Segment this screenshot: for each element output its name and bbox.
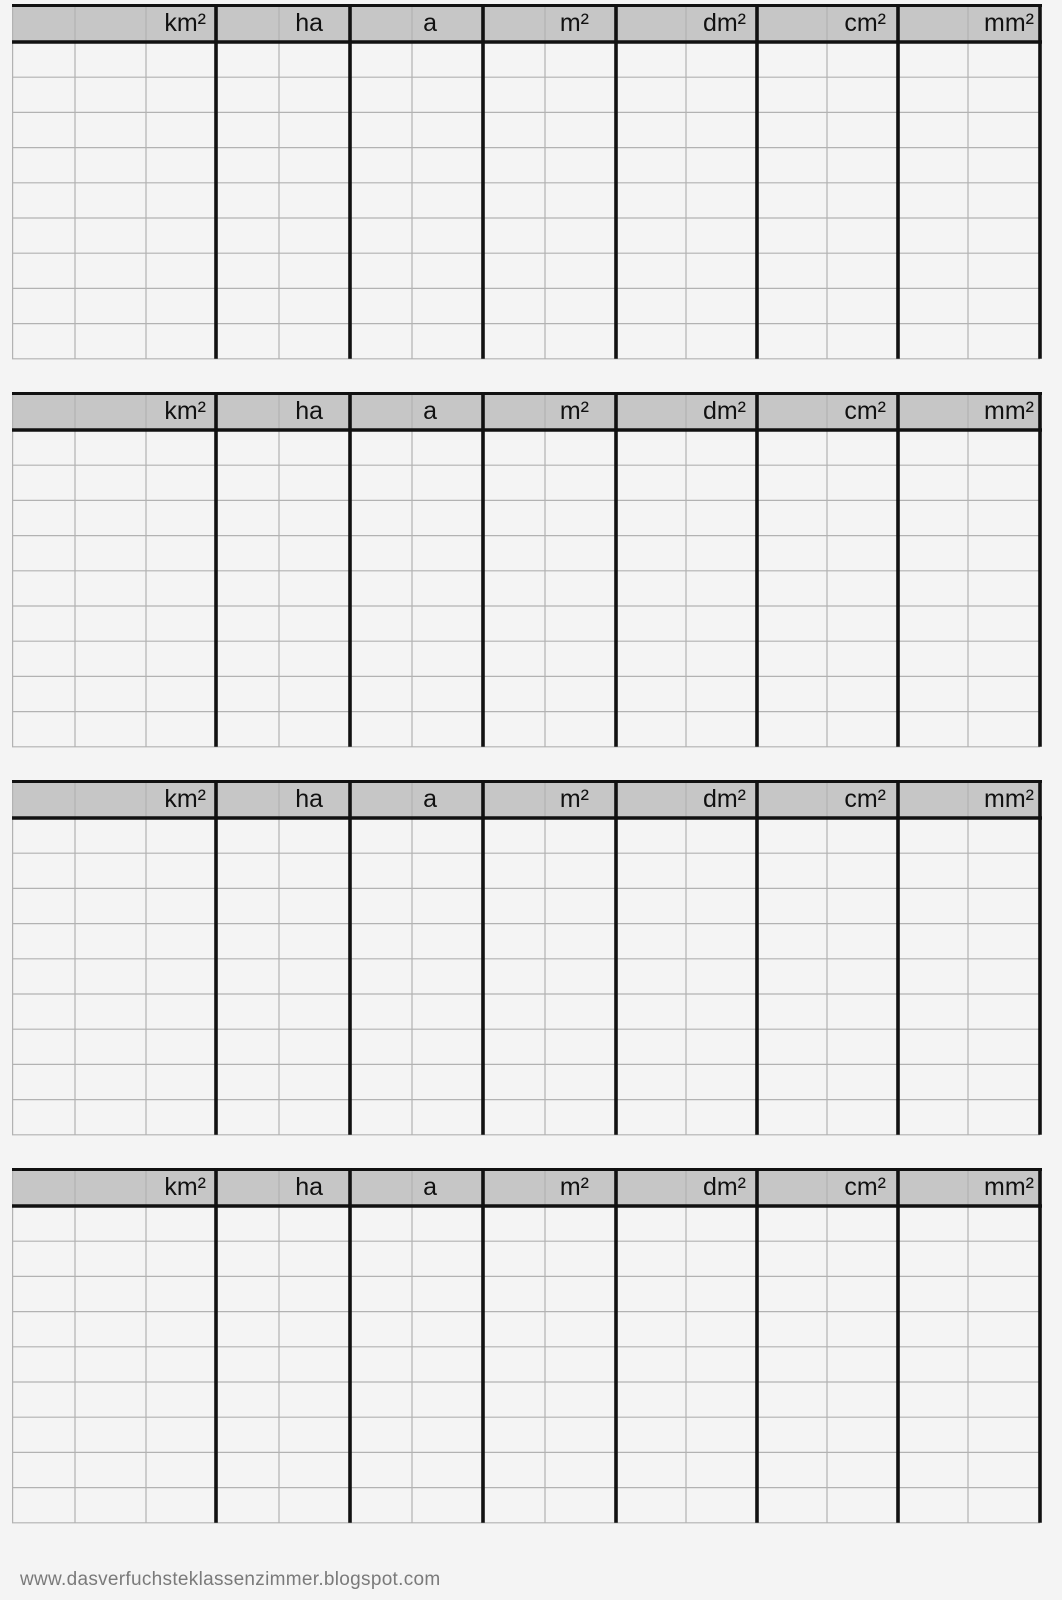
unit-table-svg xyxy=(12,392,1044,751)
unit-label: ha xyxy=(295,1172,324,1201)
unit-label: a xyxy=(423,1172,438,1201)
unit-label: km² xyxy=(164,784,207,813)
unit-label: dm² xyxy=(702,1172,746,1201)
unit-label: mm² xyxy=(984,1172,1034,1201)
unit-label: mm² xyxy=(984,784,1034,813)
unit-table-1 xyxy=(12,4,1062,363)
unit-label: a xyxy=(423,8,438,37)
footer-url: www.dasverfuchsteklassenzimmer.blogspot.com xyxy=(20,1569,441,1590)
unit-label: km² xyxy=(164,396,207,425)
unit-label: ha xyxy=(295,784,324,813)
unit-label: dm² xyxy=(702,8,746,37)
unit-label: m² xyxy=(559,1172,589,1201)
unit-label: cm² xyxy=(844,784,886,813)
unit-label: cm² xyxy=(844,396,886,425)
unit-label: ha xyxy=(295,396,324,425)
unit-label: dm² xyxy=(702,396,746,425)
unit-label: cm² xyxy=(844,8,886,37)
unit-label: km² xyxy=(164,8,207,37)
unit-label: cm² xyxy=(844,1172,886,1201)
unit-table-svg xyxy=(12,780,1044,1139)
unit-label: mm² xyxy=(984,8,1034,37)
unit-label: m² xyxy=(559,8,589,37)
unit-table-4 xyxy=(12,1168,1062,1527)
unit-table-svg xyxy=(12,1168,1044,1527)
unit-label: km² xyxy=(164,1172,207,1201)
unit-label: a xyxy=(423,784,438,813)
unit-label: m² xyxy=(559,784,589,813)
unit-label: dm² xyxy=(702,784,746,813)
unit-label: mm² xyxy=(984,396,1034,425)
unit-label: ha xyxy=(295,8,324,37)
unit-label: a xyxy=(423,396,438,425)
unit-table-svg xyxy=(12,4,1044,363)
unit-table-3 xyxy=(12,780,1062,1139)
unit-label: m² xyxy=(559,396,589,425)
unit-table-2 xyxy=(12,392,1062,751)
